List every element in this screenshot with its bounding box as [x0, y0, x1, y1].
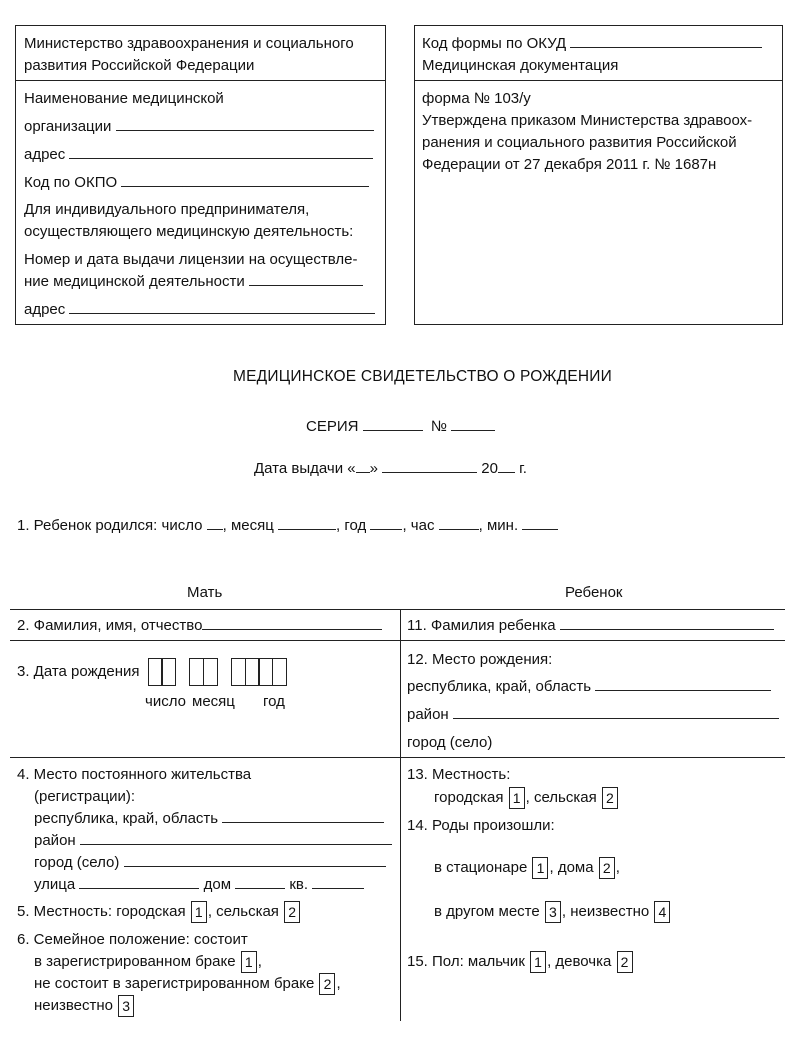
marital-married-comma: , [257, 952, 262, 970]
table-top-border [10, 609, 785, 610]
child-surname-field[interactable] [407, 617, 774, 634]
child-surname-blank[interactable] [560, 617, 774, 630]
mother-locality-row [17, 901, 301, 923]
marital-unknown-code[interactable]: 3 [118, 995, 134, 1017]
marital-married-label: в зарегистрированном браке [34, 952, 236, 970]
okpo-blank[interactable] [121, 174, 369, 187]
birth-month-label: , месяц [222, 517, 274, 534]
birthdate-day-caption: число [145, 693, 186, 710]
child-locality-rural-code[interactable]: 2 [602, 787, 618, 809]
child-surname-label: 11. Фамилия ребенка [407, 617, 556, 634]
mother-locality-urban-code[interactable]: 1 [191, 901, 207, 923]
number-label: № [430, 418, 447, 435]
sex-girl-code[interactable]: 2 [617, 951, 633, 973]
mother-birthdate-label: 3. Дата рождения [17, 662, 140, 680]
residence-house-label: дом [203, 876, 232, 893]
child-locality-row [434, 787, 619, 809]
delivery-unknown-label: , неизвестно [561, 902, 650, 920]
license-blank[interactable] [249, 273, 363, 286]
organization-box-divider [15, 80, 386, 81]
marital-unknown-label: неизвестно [34, 996, 114, 1014]
birthdate-day-cells[interactable] [148, 658, 175, 686]
residence-district-label: район [34, 832, 76, 849]
org-name-label: Наименование медицинской [24, 90, 224, 107]
mother-fullname-field[interactable] [17, 617, 382, 634]
org-name-blank[interactable] [116, 118, 374, 131]
birth-year-blank[interactable] [370, 517, 402, 530]
residence-label-2: (регистрации): [34, 788, 136, 805]
birthdate-month-cells[interactable] [189, 658, 216, 686]
license-label: ние медицинской деятельности [24, 273, 245, 290]
sex-girl-label: , девочка [547, 952, 612, 970]
issue-month-blank[interactable] [382, 460, 477, 473]
birthplace-district-blank[interactable] [453, 706, 779, 719]
okpo-field[interactable] [24, 174, 369, 191]
residence-city-label: город (село) [34, 854, 120, 871]
delivery-row1-comma: , [615, 858, 620, 876]
birthplace-region-label: республика, край, область [407, 678, 592, 695]
birth-day-label: 1. Ребенок родился: число [17, 517, 203, 534]
delivery-hospital-label: в стационаре [434, 858, 528, 876]
marital-unknown-row [34, 995, 135, 1017]
birthdate-month-caption: месяц [192, 693, 235, 710]
table-row-divider-1 [10, 640, 785, 641]
delivery-place-row-1 [434, 857, 620, 879]
issue-date-row [254, 460, 527, 477]
residence-district-blank[interactable] [80, 832, 392, 845]
residence-flat-label: кв. [289, 876, 309, 893]
page-title: МЕДИЦИНСКОЕ СВИДЕТЕЛЬСТВО О РОЖДЕНИИ [233, 368, 612, 385]
marital-married-code[interactable]: 1 [241, 951, 257, 973]
child-column-header: Ребенок [565, 584, 623, 601]
birthplace-district-label: район [407, 706, 449, 723]
child-locality-rural-label: , сельская [525, 788, 597, 806]
birthplace-region-field[interactable] [407, 678, 771, 695]
approved-line-1: Утверждена приказом Министерства здравоох- [422, 112, 753, 129]
issue-date-label: Дата выдачи « [254, 460, 356, 477]
birthplace-region-blank[interactable] [595, 678, 771, 691]
series-label: СЕРИЯ [306, 418, 359, 435]
number-blank[interactable] [451, 418, 495, 431]
ministry-line-1: Министерство здравоохранения и социального [24, 35, 354, 52]
residence-city-blank[interactable] [124, 854, 386, 867]
marital-unmarried-comma: , [336, 974, 341, 992]
approved-line-3: Федерации от 27 декабря 2011 г. № 1687н [422, 156, 717, 173]
child-locality-urban-code[interactable]: 1 [509, 787, 525, 809]
mother-fullname-blank[interactable] [202, 617, 382, 630]
okud-field[interactable] [422, 35, 762, 52]
mother-column-header: Мать [187, 584, 223, 601]
birth-hour-label: , час [402, 517, 435, 534]
sex-row [407, 951, 634, 973]
sex-boy-code[interactable]: 1 [530, 951, 546, 973]
mother-locality-rural-code[interactable]: 2 [284, 901, 300, 923]
mother-birthdate-field[interactable] [17, 658, 296, 686]
birthplace-label: 12. Место рождения: [407, 651, 553, 668]
issue-year-prefix: 20 [481, 460, 498, 477]
issue-year-suffix: г. [519, 460, 527, 477]
issue-day-blank[interactable] [356, 460, 370, 473]
org-address-blank[interactable] [69, 146, 373, 159]
residence-flat-blank[interactable] [312, 876, 364, 889]
ip-line-2: осуществляющего медицинскую деятельность: [24, 223, 354, 240]
mother-fullname-label: 2. Фамилия, имя, отчество [17, 617, 203, 634]
license-line-1: Номер и дата выдачи лицензии на осуществле- [24, 251, 358, 268]
birthplace-district-field[interactable] [407, 706, 779, 723]
issue-quote-close: » [369, 460, 378, 477]
birth-month-blank[interactable] [278, 517, 336, 530]
delivery-other-label: в другом месте [434, 902, 540, 920]
ministry-line-2: развития Российской Федерации [24, 57, 255, 74]
marital-married-row [34, 951, 262, 973]
series-row [306, 418, 495, 435]
form-number: форма № 103/у [422, 90, 531, 107]
residence-region-field[interactable] [34, 810, 384, 827]
birthplace-city-label: город (село) [407, 734, 493, 751]
org-address-label: адрес [24, 146, 66, 163]
child-locality-urban-label: городская [434, 788, 504, 806]
residence-street-blank[interactable] [79, 876, 199, 889]
org-name-label-2: организации [24, 118, 112, 135]
residence-street-label: улица [34, 876, 76, 893]
residence-house-blank[interactable] [235, 876, 285, 889]
child-locality-label: 13. Местность: [407, 766, 511, 783]
table-column-divider [400, 609, 401, 1021]
delivery-place-row-2 [434, 901, 671, 923]
okpo-label: Код по ОКПО [24, 174, 118, 191]
delivery-home-code[interactable]: 2 [599, 857, 615, 879]
mother-locality-label: 5. Местность: городская [17, 902, 186, 920]
residence-street-field[interactable] [34, 876, 364, 893]
delivery-home-label: , дома [549, 858, 594, 876]
delivery-unknown-code[interactable]: 4 [654, 901, 670, 923]
marital-unmarried-code[interactable]: 2 [319, 973, 335, 995]
okud-blank[interactable] [570, 35, 762, 48]
residence-district-field[interactable] [34, 832, 392, 849]
birth-year-label: , год [336, 517, 367, 534]
approved-line-2: ранения и социального развития Российской [422, 134, 737, 151]
form-info-box-divider [414, 80, 783, 81]
ip-line-1: Для индивидуального предпринимателя, [24, 201, 310, 218]
birth-time-row [17, 517, 558, 534]
marital-unmarried-label: не состоит в зарегистрированном браке [34, 974, 315, 992]
residence-city-field[interactable] [34, 854, 386, 871]
delivery-hospital-code[interactable]: 1 [532, 857, 548, 879]
ip-address-field[interactable] [24, 301, 375, 318]
birth-min-label: , мин. [478, 517, 519, 534]
residence-region-label: республика, край, область [34, 810, 219, 827]
doc-type: Медицинская документация [422, 57, 619, 74]
residence-region-blank[interactable] [222, 810, 384, 823]
birthdate-year-cells[interactable] [231, 658, 286, 686]
mother-locality-rural-label: , сельская [207, 902, 279, 920]
ip-address-blank[interactable] [69, 301, 375, 314]
delivery-place-label: 14. Роды произошли: [407, 817, 555, 834]
residence-label-1: 4. Место постоянного жительства [17, 766, 252, 783]
marital-label-1: 6. Семейное положение: состоит [17, 931, 248, 948]
table-row-divider-2 [10, 757, 785, 758]
org-name-field[interactable] [24, 118, 374, 135]
marital-unmarried-row [34, 973, 341, 995]
birthdate-year-caption: год [263, 693, 285, 710]
birth-day-blank[interactable] [207, 517, 223, 530]
delivery-other-code[interactable]: 3 [545, 901, 561, 923]
series-blank[interactable] [363, 418, 423, 431]
issue-year-blank[interactable] [498, 460, 515, 473]
license-field[interactable] [24, 273, 363, 290]
birth-hour-blank[interactable] [439, 517, 479, 530]
okud-label: Код формы по ОКУД [422, 35, 567, 52]
sex-boy-label: 15. Пол: мальчик [407, 952, 525, 970]
birth-min-blank[interactable] [522, 517, 558, 530]
org-address-field[interactable] [24, 146, 373, 163]
ip-address-label: адрес [24, 301, 66, 318]
